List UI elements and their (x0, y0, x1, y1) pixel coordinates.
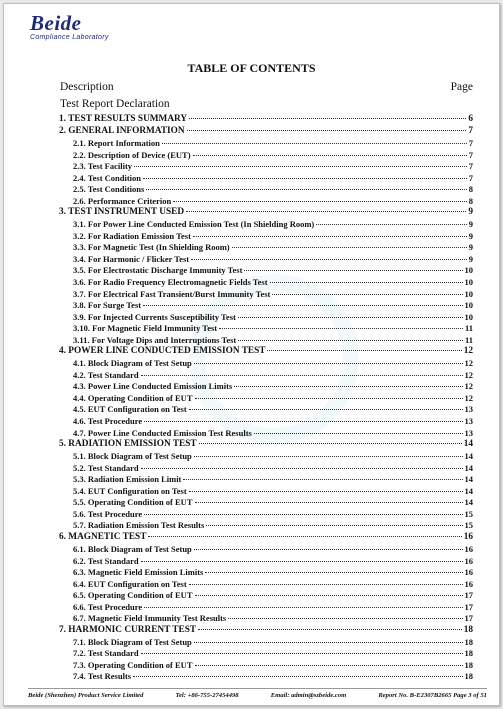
toc-leader-dots (134, 166, 467, 167)
toc-subsection-entry[interactable] (59, 590, 473, 602)
toc-section-entry[interactable] (59, 532, 473, 544)
toc-subsection-entry[interactable] (59, 381, 473, 393)
document-page (3, 3, 500, 706)
toc-entry-label: 2.4. Test Condition (73, 172, 142, 183)
toc-entry-label: 4.2. Test Standard (73, 369, 139, 380)
toc-entry-page: 8 (468, 184, 473, 195)
toc-entry-label: 6.3. Magnetic Field Emission Limits (73, 567, 204, 578)
toc-subsection-entry[interactable] (59, 474, 473, 486)
toc-entry-label: 7.2. Test Standard (73, 648, 139, 659)
toc-section-entry[interactable] (59, 439, 473, 451)
toc-entry-label: 1. TEST RESULTS SUMMARY (59, 114, 188, 124)
toc-entry-label: 3.1. For Power Line Conducted Emission Test (In Shielding Room) (73, 219, 315, 230)
toc-leader-dots (232, 247, 467, 248)
toc-entry-label: 4.4. Operating Condition of EUT (73, 392, 193, 403)
toc-leader-dots (143, 305, 462, 306)
toc-subsection-entry[interactable] (59, 138, 473, 150)
company-logo (30, 12, 109, 41)
toc-entry-label: 3.4. For Harmonic / Flicker Test (73, 253, 190, 264)
toc-entry-page: 14 (464, 485, 473, 496)
toc-entry-page: 13 (464, 404, 473, 415)
toc-entry-label: 5.4. EUT Configuration on Test (73, 485, 187, 496)
toc-entry-label: 4.3. Power Line Conducted Emission Limits (73, 381, 233, 392)
toc-leader-dots (144, 421, 462, 422)
toc-leader-dots (187, 130, 467, 131)
toc-leader-dots (186, 211, 466, 212)
footer-email: Email: admin@szbeide.com (270, 692, 347, 699)
toc-leader-dots (199, 443, 462, 444)
toc-entry-page: 17 (464, 590, 473, 601)
toc-subsection-entry[interactable] (59, 370, 473, 382)
toc-section-entry[interactable] (59, 114, 473, 126)
toc-entry-label: 2.1. Report Information (73, 138, 160, 148)
toc-leader-dots (194, 549, 463, 550)
toc-subsection-entry[interactable] (59, 254, 473, 266)
toc-entry-page: 7 (468, 172, 473, 183)
toc-subsection-entry[interactable] (59, 358, 473, 370)
toc-subsection-entry[interactable] (59, 451, 473, 463)
toc-entry-page: 18 (464, 671, 473, 682)
toc-entry-label: 3.8. For Surge Test (73, 300, 142, 311)
toc-entry-page: 18 (464, 636, 473, 647)
toc-entry-label: 6.7. Magnetic Field Immunity Test Results (73, 613, 227, 624)
toc-entry-page: 9 (468, 230, 473, 241)
toc-entry-page: 18 (464, 659, 473, 670)
toc-leader-dots (206, 525, 462, 526)
toc-entry-page: 9 (468, 219, 473, 230)
toc-entry-label: 4.5. EUT Configuration on Test (73, 404, 187, 415)
toc-list (59, 114, 473, 683)
toc-section-entry[interactable] (59, 625, 473, 637)
toc-entry-label: 7.3. Operating Condition of EUT (73, 659, 193, 670)
toc-entry-label: 3.7. For Electrical Fast Transient/Burst Immunity Test (73, 288, 271, 299)
toc-entry-page: 12 (463, 346, 473, 357)
toc-subsection-entry[interactable] (59, 150, 473, 162)
toc-entry-page: 16 (464, 578, 473, 589)
toc-subsection-entry[interactable] (59, 428, 473, 440)
toc-leader-dots (148, 536, 461, 537)
toc-entry-page: 11 (464, 334, 473, 345)
toc-entry-page: 17 (464, 601, 473, 612)
toc-entry-page: 18 (464, 648, 473, 659)
toc-leader-dots (205, 572, 462, 573)
toc-leader-dots (183, 479, 462, 480)
toc-subsection-entry[interactable] (59, 184, 473, 196)
toc-entry-page: 12 (464, 392, 473, 403)
toc-leader-dots (162, 143, 467, 144)
toc-entry-page: 13 (464, 416, 473, 427)
toc-leader-dots (194, 456, 463, 457)
toc-entry-page: 10 (464, 311, 473, 322)
toc-leader-dots (219, 328, 463, 329)
toc-leader-dots (195, 398, 463, 399)
toc-subsection-entry[interactable] (59, 567, 473, 579)
logo-brand: Beide (30, 11, 82, 35)
toc-entry-page: 7 (468, 149, 473, 160)
toc-entry-page: 6 (468, 114, 473, 124)
toc-subsection-entry[interactable] (59, 219, 473, 231)
toc-entry-page: 12 (464, 369, 473, 380)
toc-entry-page: 14 (464, 451, 473, 462)
toc-subsection-entry[interactable] (59, 602, 473, 614)
toc-subsection-entry[interactable] (59, 300, 473, 312)
logo-tagline: Compliance Laboratory (30, 34, 109, 41)
toc-leader-dots (173, 201, 467, 202)
toc-entry-label: 3.10. For Magnetic Field Immunity Test (73, 323, 218, 334)
toc-subsection-entry[interactable] (59, 660, 473, 672)
toc-leader-dots (141, 468, 463, 469)
toc-entry-page: 14 (464, 474, 473, 485)
toc-entry-page: 14 (463, 439, 473, 450)
toc-entry-page: 10 (464, 300, 473, 311)
toc-entry-label: 6. MAGNETIC TEST (59, 531, 147, 542)
toc-subsection-entry[interactable] (59, 335, 473, 347)
toc-entry-page: 9 (468, 242, 473, 253)
toc-entry-page: 15 (464, 520, 473, 531)
toc-leader-dots (267, 350, 461, 351)
toc-section-entry[interactable] (59, 346, 473, 358)
toc-entry-page: 16 (463, 531, 473, 542)
toc-entry-label: 3.5. For Electrostatic Discharge Immunity Test (73, 265, 243, 276)
toc-subsection-entry[interactable] (59, 231, 473, 243)
toc-entry-label: 7.4. Test Results (73, 671, 132, 682)
toc-entry-page: 17 (464, 613, 473, 624)
toc-leader-dots (133, 676, 462, 677)
toc-entry-label: 3.2. For Radiation Emission Test (73, 230, 191, 241)
toc-leader-dots (270, 282, 463, 283)
toc-entry-page: 16 (464, 555, 473, 566)
toc-leader-dots (141, 375, 463, 376)
toc-subsection-entry[interactable] (59, 671, 473, 683)
toc-subsection-entry[interactable] (59, 393, 473, 405)
toc-entry-page: 12 (464, 381, 473, 392)
toc-leader-dots (141, 561, 463, 562)
toc-leader-dots (194, 363, 463, 364)
toc-leader-dots (238, 340, 463, 341)
toc-entry-label: 4.7. Power Line Conducted Emission Test Results (73, 427, 252, 438)
toc-entry-label: 5.7. Radiation Emission Test Results (73, 520, 205, 531)
toc-entry-label: 2.3. Test Facility (73, 161, 133, 172)
toc-entry-label: 7. HARMONIC CURRENT TEST (59, 624, 197, 635)
toc-entry-label: 5.5. Operating Condition of EUT (73, 497, 193, 508)
toc-leader-dots (244, 270, 462, 271)
toc-subsection-entry[interactable] (59, 520, 473, 532)
toc-leader-dots (272, 294, 462, 295)
toc-leader-dots (191, 259, 467, 260)
toc-leader-dots (189, 118, 466, 119)
toc-leader-dots (254, 433, 463, 434)
toc-subsection-entry[interactable] (59, 289, 473, 301)
toc-subsection-entry[interactable] (59, 277, 473, 289)
toc-entry-label: 4.1. Block Diagram of Test Setup (73, 358, 192, 369)
toc-entry-page: 16 (464, 567, 473, 578)
toc-entry-label: 5.3. Radiation Emission Limit (73, 474, 182, 485)
toc-entry-label: 5.6. Test Procedure (73, 508, 143, 519)
description-header: Description (60, 81, 114, 93)
toc-entry-page: 16 (464, 543, 473, 554)
toc-leader-dots (143, 178, 467, 179)
column-headers (60, 80, 473, 94)
toc-entry-label: 2.2. Description of Device (EUT) (73, 149, 191, 160)
declaration-entry: Test Report Declaration (60, 98, 170, 110)
toc-subsection-entry[interactable] (59, 637, 473, 649)
toc-entry-page: 14 (464, 497, 473, 508)
toc-entry-page: 10 (464, 277, 473, 288)
toc-subsection-entry[interactable] (59, 196, 473, 208)
toc-leader-dots (189, 584, 463, 585)
toc-entry-label: 5.1. Block Diagram of Test Setup (73, 451, 192, 462)
toc-entry-label: 3.6. For Radio Frequency Electromagnetic Fields Test (73, 277, 268, 288)
toc-entry-label: 7.1. Block Diagram of Test Setup (73, 636, 192, 647)
toc-entry-page: 11 (464, 323, 473, 334)
toc-subsection-entry[interactable] (59, 509, 473, 521)
toc-entry-page: 10 (464, 265, 473, 276)
toc-entry-page: 13 (464, 427, 473, 438)
toc-entry-label: 3.11. For Voltage Dips and Interruptions Test (73, 334, 237, 345)
toc-subsection-entry[interactable] (59, 556, 473, 568)
toc-entry-page: 7 (468, 126, 473, 136)
toc-leader-dots (194, 642, 463, 643)
toc-entry-label: 6.6. Test Procedure (73, 601, 143, 612)
toc-subsection-entry[interactable] (59, 497, 473, 509)
toc-leader-dots (198, 629, 462, 630)
footer-report-page: Report No. B-E2307B2665 Page 3 of 51 (378, 692, 487, 699)
toc-subsection-entry[interactable] (59, 173, 473, 185)
toc-leader-dots (195, 595, 463, 596)
toc-entry-label: 6.5. Operating Condition of EUT (73, 590, 193, 601)
toc-subsection-entry[interactable] (59, 404, 473, 416)
toc-leader-dots (193, 155, 467, 156)
toc-leader-dots (144, 607, 462, 608)
toc-entry-page: 8 (468, 195, 473, 206)
toc-section-entry[interactable] (59, 207, 473, 219)
toc-entry-label: 4. POWER LINE CONDUCTED EMISSION TEST (59, 346, 266, 357)
toc-entry-label: 6.4. EUT Configuration on Test (73, 578, 187, 589)
toc-leader-dots (228, 618, 462, 619)
toc-leader-dots (193, 236, 467, 237)
toc-subsection-entry[interactable] (59, 416, 473, 428)
footer-tel: Tel: +86-755-27454498 (175, 692, 239, 699)
toc-subsection-entry[interactable] (59, 161, 473, 173)
toc-entry-label: 5. RADIATION EMISSION TEST (59, 439, 197, 450)
toc-entry-page: 12 (464, 358, 473, 369)
page-footer (28, 688, 487, 699)
toc-entry-page: 14 (464, 462, 473, 473)
toc-entry-page: 10 (464, 288, 473, 299)
toc-subsection-entry[interactable] (59, 579, 473, 591)
toc-entry-label: 2. GENERAL INFORMATION (59, 126, 185, 136)
toc-section-entry[interactable] (59, 126, 473, 138)
toc-leader-dots (316, 224, 466, 225)
toc-entry-page: 9 (468, 207, 473, 218)
toc-leader-dots (195, 502, 463, 503)
toc-entry-label: 3.9. For Injected Currents Susceptibility Test (73, 311, 236, 322)
footer-company: Beide (Shenzhen) Product Service Limited (28, 692, 144, 699)
toc-subsection-entry[interactable] (59, 463, 473, 475)
toc-leader-dots (144, 514, 462, 515)
toc-leader-dots (195, 665, 463, 666)
toc-entry-label: 3. TEST INSTRUMENT USED (59, 207, 185, 218)
toc-leader-dots (141, 653, 463, 654)
toc-subsection-entry[interactable] (59, 265, 473, 277)
toc-subsection-entry[interactable] (59, 613, 473, 625)
toc-leader-dots (238, 317, 463, 318)
toc-entry-label: 2.6. Performance Criterion (73, 195, 172, 206)
toc-subsection-entry[interactable] (59, 648, 473, 660)
toc-entry-label: 5.2. Test Standard (73, 462, 139, 473)
toc-leader-dots (234, 386, 462, 387)
toc-entry-label: 4.6. Test Procedure (73, 416, 143, 427)
toc-entry-label: 2.5. Test Conditions (73, 184, 145, 195)
toc-subsection-entry[interactable] (59, 486, 473, 498)
toc-entry-page: 7 (468, 161, 473, 172)
toc-entry-label: 6.1. Block Diagram of Test Setup (73, 543, 192, 554)
toc-leader-dots (189, 491, 463, 492)
toc-entry-page: 9 (468, 253, 473, 264)
toc-subsection-entry[interactable] (59, 323, 473, 335)
toc-entry-page: 18 (463, 624, 473, 635)
toc-subsection-entry[interactable] (59, 312, 473, 324)
toc-entry-label: 3.3. For Magnetic Test (In Shielding Room) (73, 242, 230, 253)
page-title: TABLE OF CONTENTS (187, 61, 316, 75)
toc-subsection-entry[interactable] (59, 544, 473, 556)
toc-leader-dots (189, 409, 463, 410)
toc-entry-page: 15 (464, 508, 473, 519)
toc-subsection-entry[interactable] (59, 242, 473, 254)
toc-entry-label: 6.2. Test Standard (73, 555, 139, 566)
toc-entry-page: 7 (468, 138, 473, 148)
toc-leader-dots (146, 189, 466, 190)
page-header: Page (450, 81, 473, 93)
